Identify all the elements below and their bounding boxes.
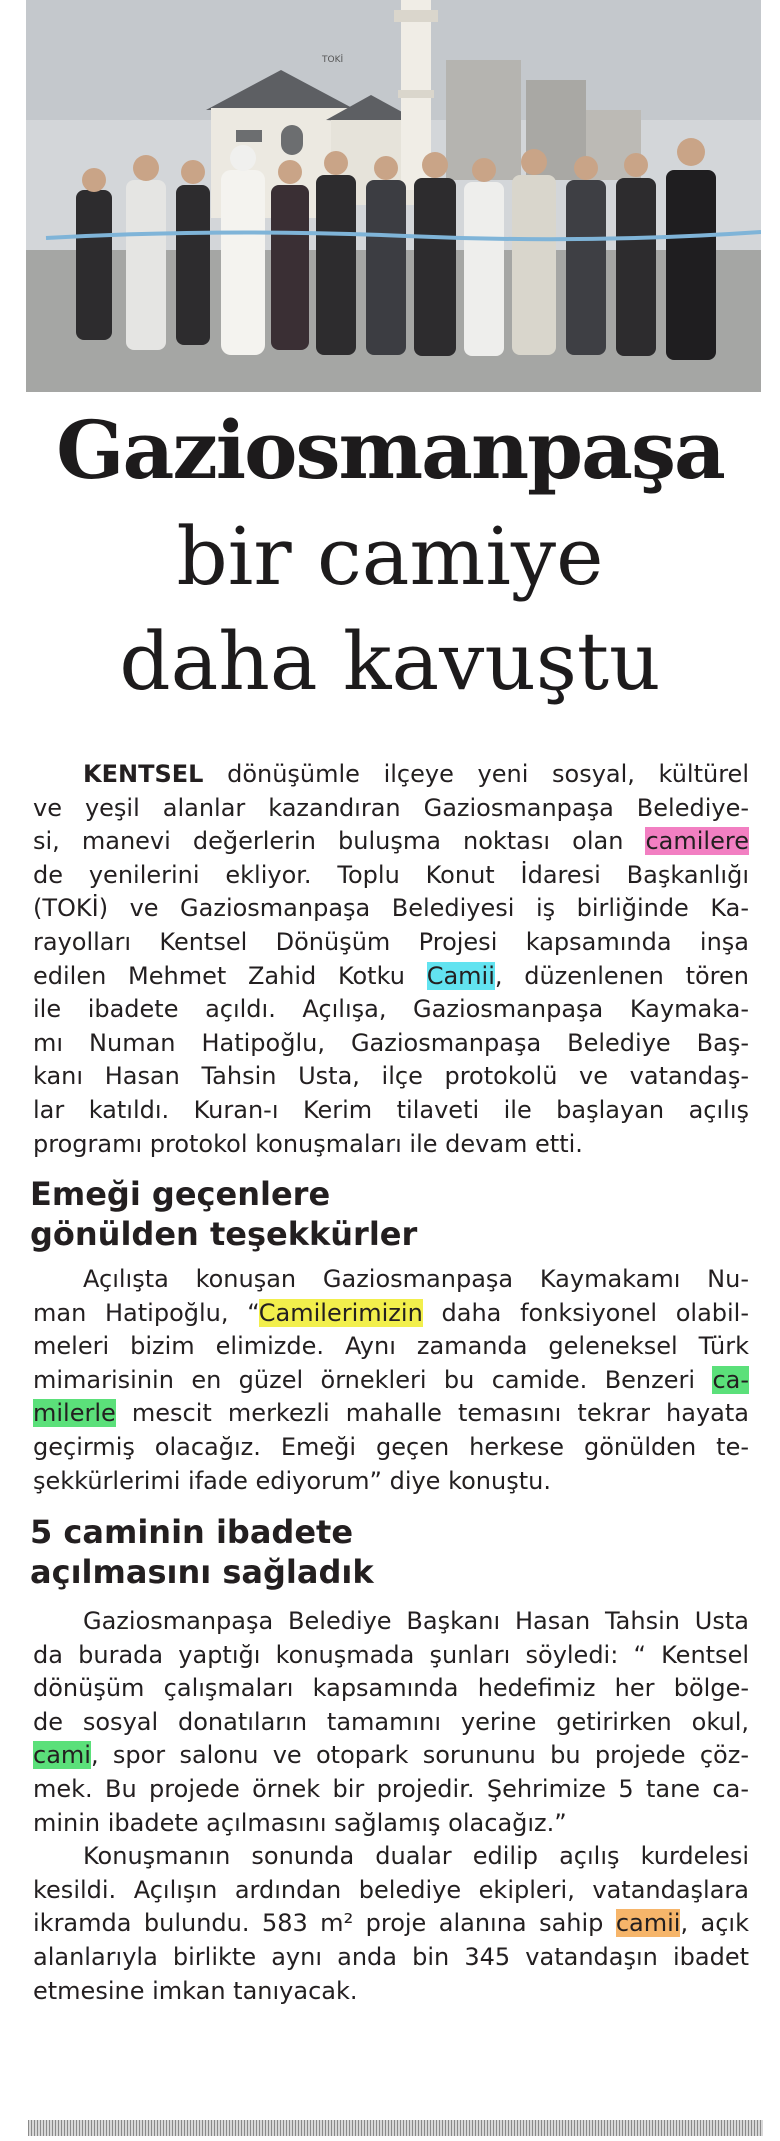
text-line: de sosyal donatıların tamamını yerine getirirken okul, [33, 1707, 749, 1736]
text-line: mı Numan Hatipoğlu, Gaziosmanpaşa Belediye Baş- [33, 1028, 749, 1057]
text-line: , açık [680, 1909, 749, 1938]
text-line: kanı Hasan Tahsin Usta, ilçe protokolü ve vatandaş- [33, 1062, 749, 1091]
highlight-ca: ca- [712, 1365, 749, 1394]
headline-line-1: Gaziosmanpaşa [56, 403, 724, 497]
subheading-1-line-2: gönülden teşekkürler [30, 1215, 418, 1253]
highlight-camii: Camii [426, 961, 495, 990]
headline-line-2: bir camiye [176, 510, 604, 603]
subheading-2-line-2: açılmasını sağladık [30, 1553, 374, 1591]
text-line: alanlarıyla birlikte aynı anda bin 345 vatandaşın ibadet [33, 1942, 749, 1971]
text-line: de yenilerini ekliyor. Toplu Konut İdaresi Başkanlığı [33, 860, 749, 889]
text-line: etmesine imkan tanıyacak. [33, 1976, 358, 2005]
text-line: Konuşmanın sonunda dualar edilip açılış kurdelesi [83, 1842, 749, 1871]
ceremony-illustration [26, 0, 761, 392]
text-line: ve yeşil alanlar kazandıran Gaziosmanpaşa Belediye- [33, 793, 749, 822]
intro-paragraph [33, 758, 749, 1161]
highlight-cami: cami [33, 1741, 91, 1770]
text-line: mimarisinin en güzel örnekleri bu camide. Benzeri [33, 1365, 696, 1394]
section1-paragraph [33, 1263, 749, 1498]
subheading-1-line-1: Emeği geçenlere [30, 1175, 331, 1213]
text-line: şekkürlerimi ifade ediyorum” diye konuştu. [33, 1466, 551, 1495]
footer-divider [28, 2120, 763, 2136]
ceremony-photo [26, 0, 761, 392]
text-line: edilen Mehmet Zahid Kotku [33, 961, 405, 990]
highlight-milerle: milerle [33, 1399, 116, 1428]
headline-line-3: daha kavuştu [119, 615, 661, 708]
section2-paragraph [33, 1605, 749, 2008]
text-line: Açılışta konuşan Gaziosmanpaşa Kaymakamı Nu- [83, 1265, 749, 1293]
text-line: dönüşümle ilçeye yeni sosyal, kültürel [227, 760, 749, 788]
text-line: rayolları Kentsel Dönüşüm Projesi kapsamında inşa [33, 927, 749, 956]
text-line: Gaziosmanpaşa Belediye Başkanı Hasan Tahsin Usta [83, 1607, 749, 1635]
text-line: mek. Bu projede örnek bir projedir. Şehrimize 5 tane ca- [33, 1774, 749, 1803]
highlight-camii-2: camii [615, 1909, 681, 1938]
text-line: kesildi. Açılışın ardından belediye ekipleri, vatandaşlara [33, 1875, 749, 1904]
text-line: , düzenlenen tören [494, 961, 749, 990]
highlight-camilere: camilere [645, 827, 749, 856]
toki-sign: TOKİ [322, 55, 344, 65]
text-line: programı protokol konuşmaları ile devam etti. [33, 1129, 583, 1158]
text-line: da burada yaptığı konuşmada şunları söyledi: “ Kentsel [33, 1640, 749, 1669]
text-line: ikramda bulundu. 583 m² proje alanına sahip [33, 1909, 604, 1938]
text-line: meleri bizim elimizde. Aynı zamanda geleneksel Türk [33, 1332, 749, 1361]
text-line: si, manevi değerlerin buluşma noktası olan [33, 827, 624, 856]
lead-word: KENTSEL [83, 760, 204, 788]
text-line: (TOKİ) ve Gaziosmanpaşa Belediyesi iş birliğinde Ka- [33, 894, 749, 923]
text-line: , spor salonu ve otopark sorununu bu projede çöz- [90, 1741, 749, 1770]
text-line: mescit merkezli mahalle temasını tekrar hayata [115, 1399, 749, 1428]
text-line: man Hatipoğlu, “ [33, 1298, 259, 1327]
highlight-camilerimizin: Camilerimizin [258, 1298, 423, 1327]
text-line: minin ibadete açılmasını sağlamış olacağız.” [33, 1808, 567, 1837]
text-line: dönüşüm çalışmaları kapsamında hedefimiz her bölge- [33, 1674, 749, 1703]
text-line: lar katıldı. Kuran-ı Kerim tilaveti ile başlayan açılış [33, 1095, 749, 1124]
text-line: geçirmiş olacağız. Emeği geçen herkese gönülden te- [33, 1432, 749, 1461]
subheading-2-line-1: 5 caminin ibadete [30, 1513, 354, 1551]
text-line: ile ibadete açıldı. Açılışa, Gaziosmanpaşa Kaymaka- [33, 995, 749, 1024]
text-line: daha fonksiyonel olabil- [422, 1298, 750, 1327]
